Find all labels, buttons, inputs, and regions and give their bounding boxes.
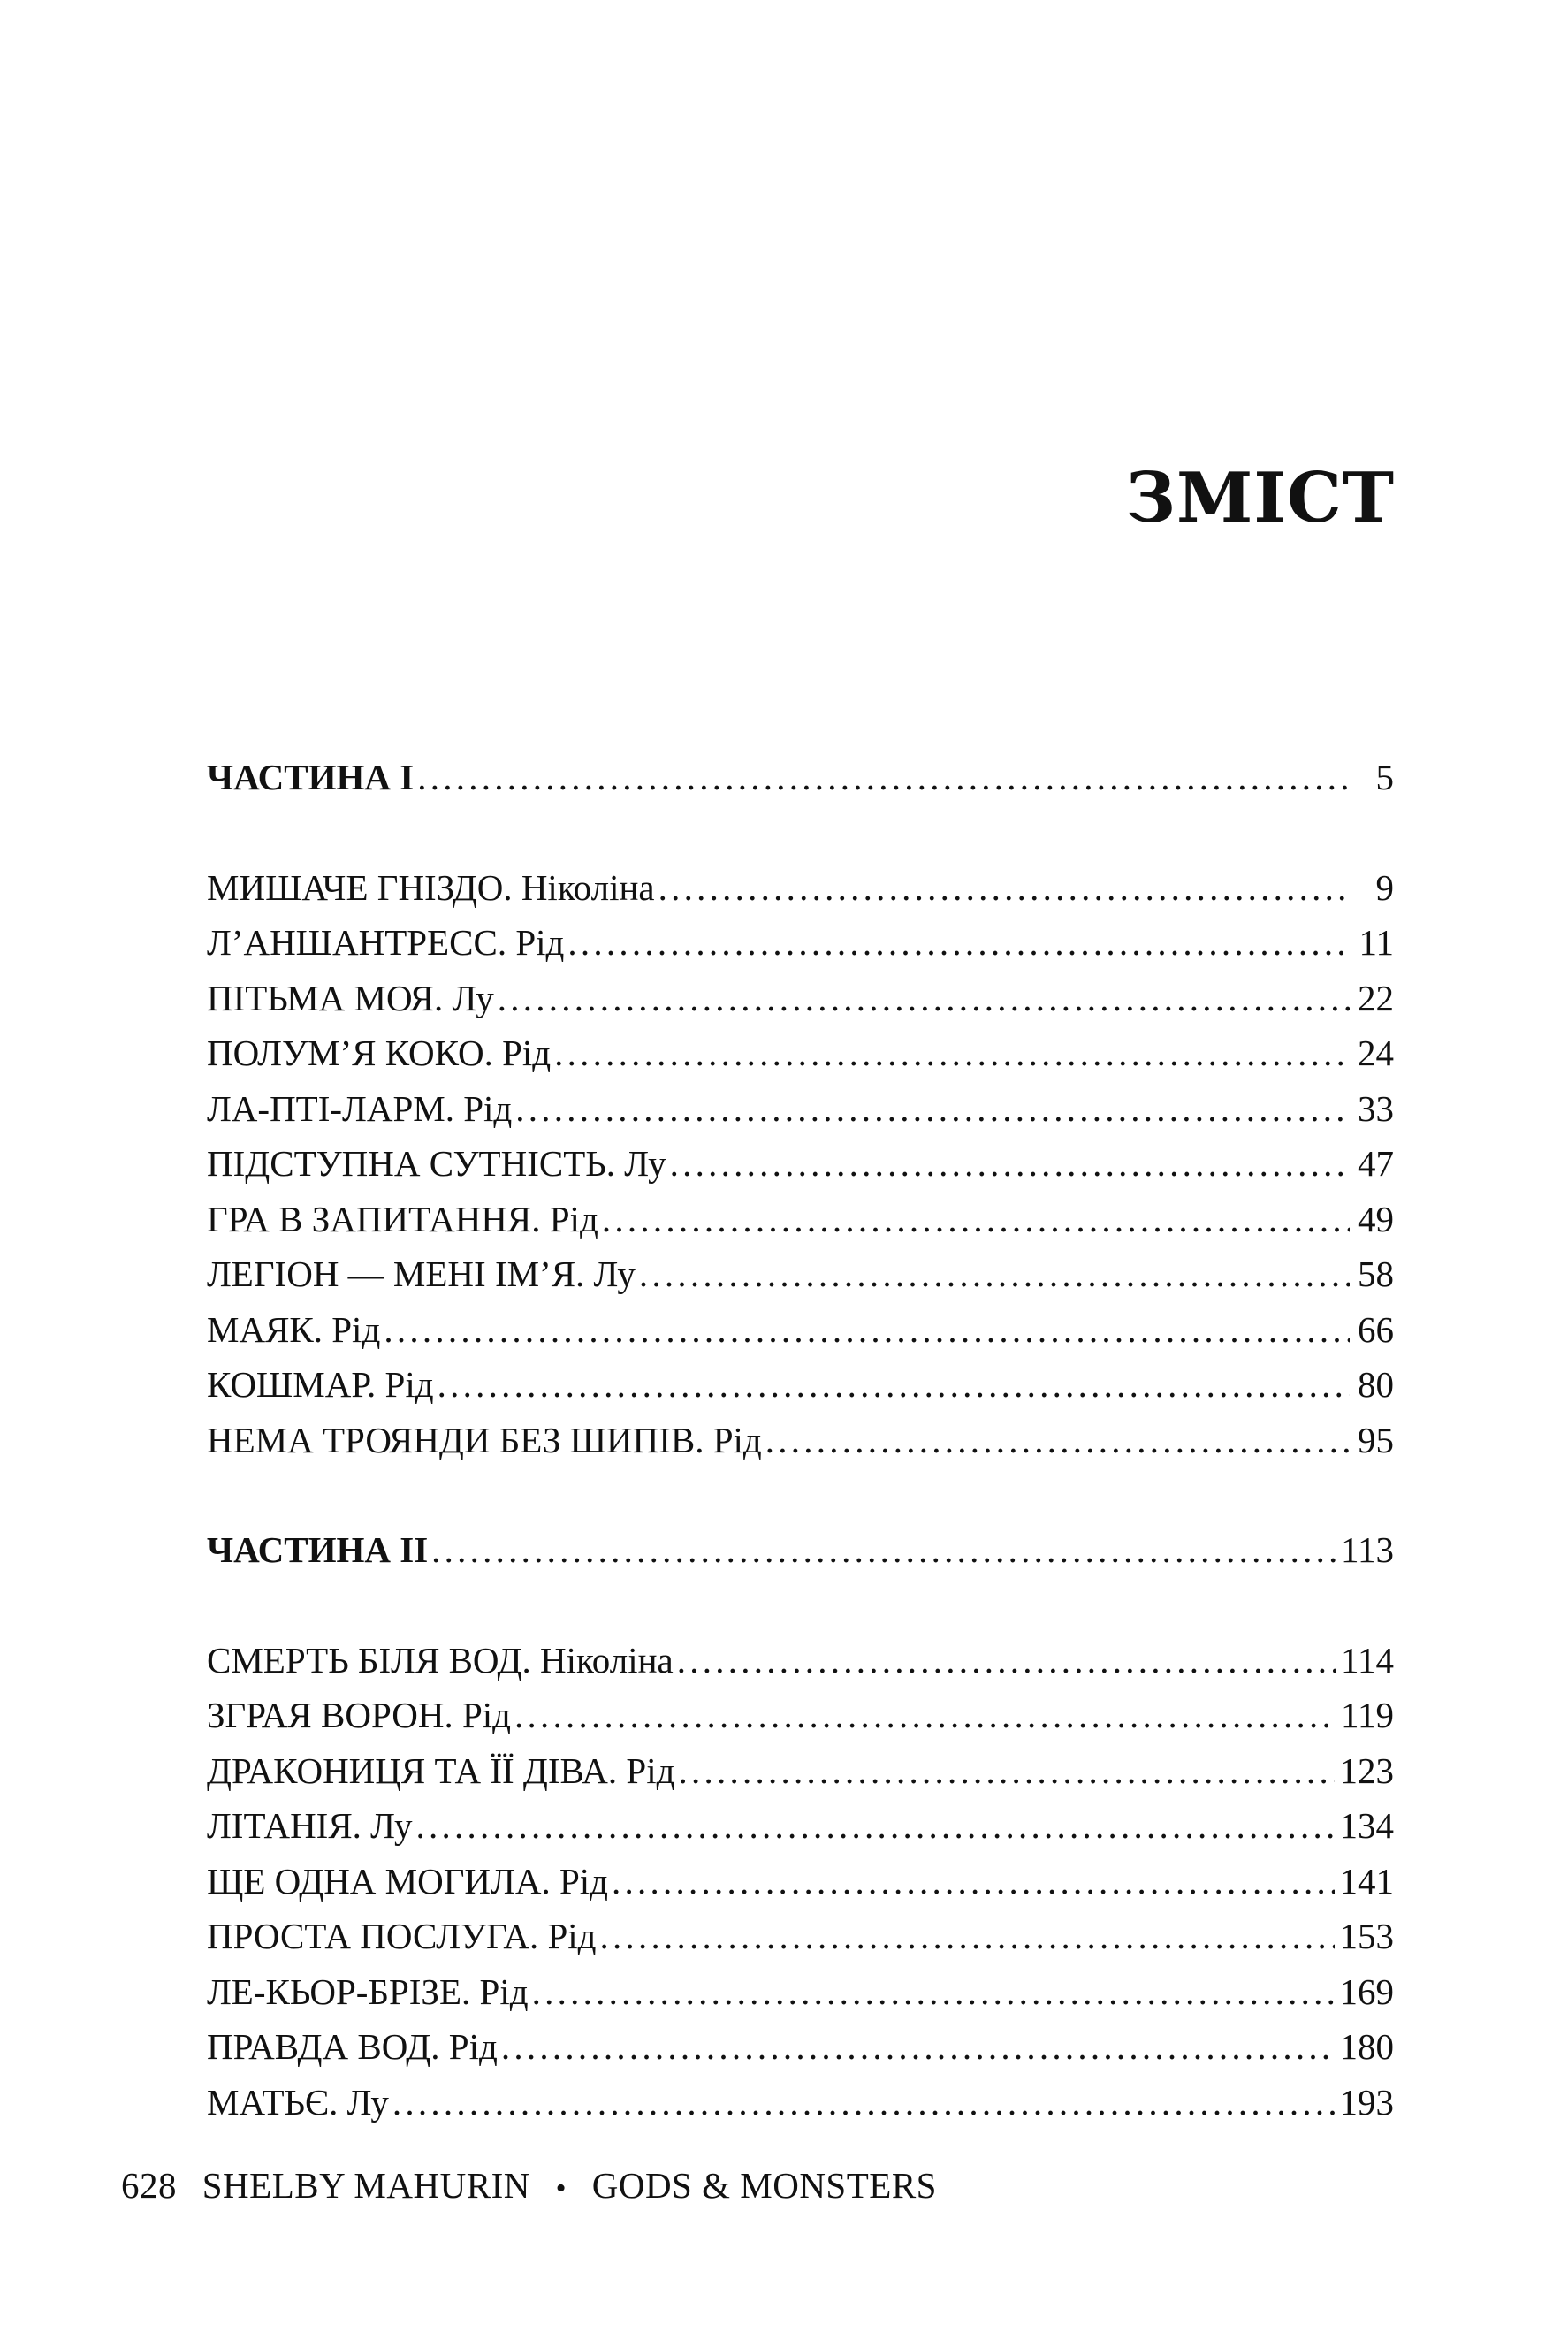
toc-entry-page: 153: [1339, 1916, 1394, 1956]
toc-entry: [207, 1970, 1394, 2026]
toc-leader-dots: [670, 1142, 1350, 1185]
toc-leader-dots: [677, 1639, 1336, 1682]
toc-entry: [207, 1804, 1394, 1860]
toc-entry-title: ЛА-ПТІ-ЛАРМ. Рід: [207, 1087, 515, 1130]
toc-leader-dots: [384, 1308, 1350, 1352]
toc-entry-title: ЩЕ ОДНА МОГИЛА. Рід: [207, 1860, 612, 1902]
toc-entry: [207, 1749, 1394, 1805]
toc-entry-title: ПІТЬМА МОЯ. Лу: [207, 977, 498, 1019]
toc-leader-dots: [639, 1253, 1350, 1296]
toc-entry: [207, 1860, 1394, 1916]
toc-entry-page: 11: [1359, 922, 1394, 963]
toc-entry: [207, 1198, 1394, 1254]
toc-leader-dots: [514, 1694, 1336, 1737]
toc-leader-dots: [600, 1915, 1335, 1958]
toc-entry: [207, 1253, 1394, 1308]
toc-leader-dots: [532, 1970, 1335, 2014]
toc-entry: [207, 1915, 1394, 1970]
toc-leader-dots: [515, 1087, 1350, 1131]
toc-entry-title: ЧАСТИНА І: [207, 756, 417, 798]
toc-entry-page: 180: [1339, 2026, 1394, 2067]
toc-entry-page: 80: [1358, 1364, 1394, 1405]
toc-entry-title: МИШАЧЕ ГНІЗДО. Ніколіна: [207, 866, 658, 909]
toc-entry-title: ЛІТАНІЯ. Лу: [207, 1804, 415, 1847]
toc-entry: [207, 1142, 1394, 1198]
toc-leader-dots: [612, 1860, 1334, 1903]
toc-entry: [207, 2025, 1394, 2081]
toc-leader-dots: [415, 1804, 1334, 1848]
toc-entry-page: 119: [1341, 1695, 1394, 1735]
toc-leader-dots: [765, 1419, 1350, 1462]
toc-entry-title: ЧАСТИНА ІІ: [207, 1528, 431, 1571]
toc-entry-page: 33: [1358, 1087, 1394, 1129]
toc-leader-dots: [501, 2025, 1335, 2069]
toc-entry: [207, 1032, 1394, 1087]
toc-entry-page: 123: [1339, 1749, 1394, 1791]
toc-entry: [207, 921, 1394, 977]
toc-entry: [207, 1694, 1394, 1749]
toc-entry: [207, 1087, 1394, 1143]
footer-author: SHELBY MAHURIN: [202, 2165, 530, 2206]
page-footer: [121, 2164, 953, 2207]
toc-leader-dots: [567, 921, 1350, 964]
toc-entry: [207, 1639, 1394, 1695]
toc-entry-page: 58: [1358, 1254, 1394, 1294]
toc-entry-title: МАЯК. Рід: [207, 1308, 384, 1351]
toc-entry: [207, 1528, 1394, 1584]
toc-entry-title: ПОЛУМ’Я КОКО. Рід: [207, 1032, 554, 1074]
toc-entry-title: ПІДСТУПНА СУТНІСТЬ. Лу: [207, 1142, 670, 1185]
toc-leader-dots: [392, 2081, 1335, 2124]
toc-leader-dots: [554, 1032, 1350, 1075]
toc-leader-dots: [431, 1528, 1336, 1572]
toc-leader-dots: [678, 1749, 1334, 1793]
toc-entry-page: 114: [1341, 1639, 1394, 1681]
toc-entry-title: НЕМА ТРОЯНДИ БЕЗ ШИПІВ. Рід: [207, 1419, 765, 1461]
toc-entry-title: Л’АНШАНТРЕСС. Рід: [207, 921, 567, 964]
toc-entry-title: ПРОСТА ПОСЛУГА. Рід: [207, 1915, 600, 1957]
toc-entry: [207, 866, 1394, 922]
toc-leader-dots: [602, 1198, 1350, 1241]
toc-entry-title: СМЕРТЬ БІЛЯ ВОД. Ніколіна: [207, 1639, 677, 1681]
toc-entry-title: КОШМАР. Рід: [207, 1363, 438, 1406]
footer-page-number: 628: [121, 2165, 177, 2206]
toc-entry: [207, 1419, 1394, 1475]
toc-entry-title: ЛЕ-КЬОР-БРІЗЕ. Рід: [207, 1970, 532, 2013]
toc-entry-title: ГРА В ЗАПИТАННЯ. Рід: [207, 1198, 602, 1240]
toc-entry-page: 141: [1339, 1860, 1394, 1902]
toc-entry-page: 113: [1341, 1529, 1394, 1570]
toc-entry-title: ПРАВДА ВОД. Рід: [207, 2025, 501, 2068]
toc-entry-page: 24: [1358, 1033, 1394, 1073]
toc-leader-dots: [658, 866, 1350, 910]
table-of-contents: [207, 756, 1394, 2136]
toc-entry-page: 95: [1358, 1419, 1394, 1460]
toc-entry: [207, 1363, 1394, 1419]
toc-entry: [207, 977, 1394, 1033]
toc-leader-dots: [438, 1363, 1350, 1406]
toc-entry: [207, 1308, 1394, 1364]
toc-entry-page: 66: [1358, 1308, 1394, 1350]
toc-entry-page: 134: [1339, 1805, 1394, 1846]
toc-entry-page: 169: [1339, 1970, 1394, 2012]
toc-entry-page: 49: [1358, 1198, 1394, 1239]
toc-entry-title: ДРАКОНИЦЯ ТА ЇЇ ДІВА. Рід: [207, 1749, 678, 1792]
toc-entry-page: 9: [1375, 866, 1394, 908]
toc-entry: [207, 756, 1394, 812]
toc-entry-page: 47: [1358, 1143, 1394, 1184]
toc-entry: [207, 2081, 1394, 2137]
toc-entry-page: 193: [1339, 2081, 1394, 2123]
footer-separator: •: [555, 2172, 567, 2205]
toc-entry-title: ЗГРАЯ ВОРОН. Рід: [207, 1694, 514, 1736]
page-title: ЗМІСТ: [1125, 458, 1395, 538]
toc-entry-title: МАТЬЄ. Лу: [207, 2081, 392, 2123]
toc-entry-page: 5: [1375, 757, 1394, 797]
footer-book-title: GODS & MONSTERS: [591, 2165, 937, 2206]
toc-entry-title: ЛЕГІОН — МЕНІ ІМ’Я. Лу: [207, 1253, 639, 1295]
toc-entry-page: 22: [1358, 977, 1394, 1018]
toc-leader-dots: [417, 756, 1350, 799]
toc-leader-dots: [498, 977, 1350, 1020]
